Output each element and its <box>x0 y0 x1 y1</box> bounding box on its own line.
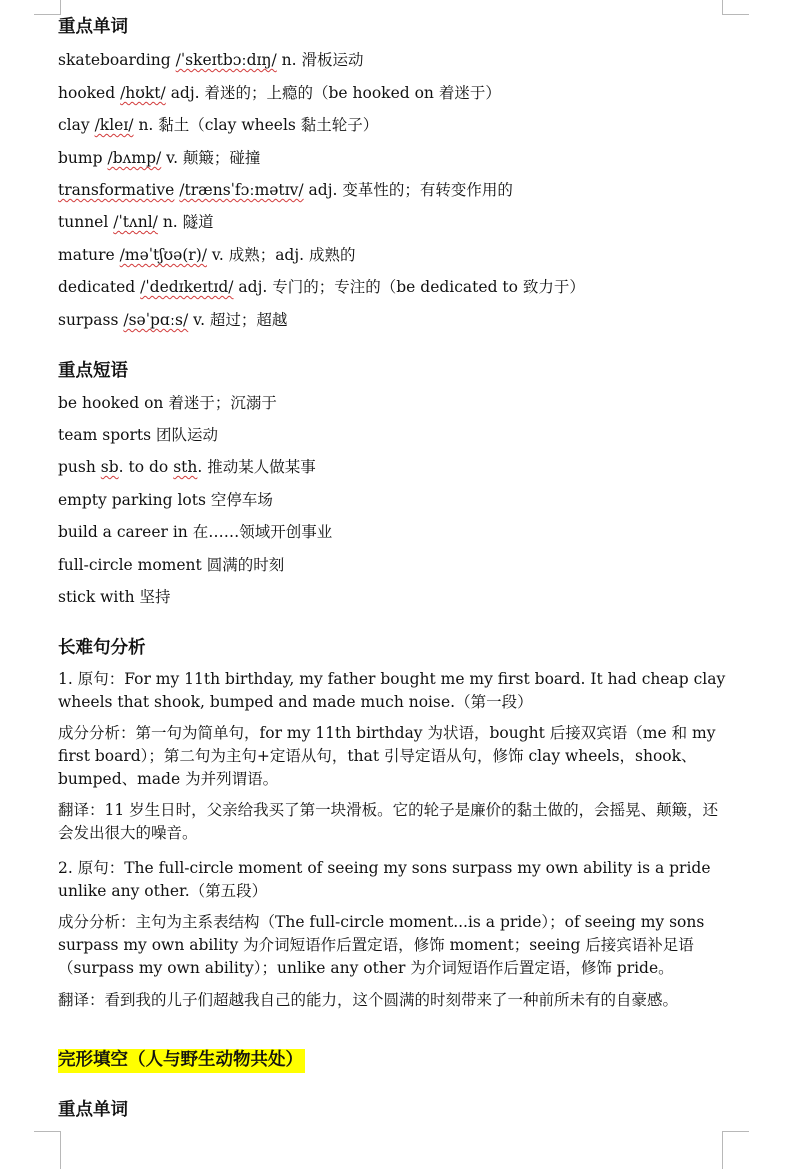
phrase-item: stick with 坚持 <box>58 588 171 606</box>
vocab-definition: v. 成熟；adj. 成熟的 <box>211 246 356 264</box>
page-corner-mark <box>722 0 749 15</box>
sentence-1-translation: 翻译：11 岁生日时，父亲给我买了第一块滑板。它的轮子是廉价的黏土做的，会摇晃、颠簸，还会发出很大的噪音。 <box>58 801 719 842</box>
vocab-item <box>58 275 585 297</box>
vocab-item <box>58 178 513 200</box>
vocab-phonetic: /ˈtʌnl/ <box>113 213 158 231</box>
vocab-phonetic: /trænsˈfɔːmətɪv/ <box>179 181 304 199</box>
vocab-word: bump <box>58 149 103 167</box>
vocab-definition: adj. 着迷的；上瘾的（be hooked on 着迷于） <box>170 84 501 102</box>
phrase-item: push sb. to do sth. 推动某人做某事 <box>58 458 316 476</box>
section-heading-key-phrases: 重点短语 <box>58 361 128 381</box>
sentence-1-analysis: 成分分析：第一句为简单句，for my 11th birthday 为状语，bought 后接双宾语（me 和 my first board）；第二句为主句+定语从句，that 引导定语从句，修饰 clay wheels，shook、bumped、made 为并列谓语。 <box>58 724 716 788</box>
page-corner-mark <box>34 0 61 15</box>
vocab-phonetic: /məˈtʃʊə(r)/ <box>119 246 207 264</box>
vocab-item <box>58 146 260 168</box>
sentence-1-original: 1. 原句：For my 11th birthday, my father bought me my first board. It had cheap clay wheels that shook, bumped and made much noise.（第一段） <box>58 670 726 711</box>
vocab-word: tunnel <box>58 213 109 231</box>
vocab-item <box>58 210 214 232</box>
page-corner-mark <box>722 1131 749 1169</box>
vocab-definition: adj. 变革性的；有转变作用的 <box>308 181 513 199</box>
section-heading-key-words-2: 重点单词 <box>58 1100 128 1120</box>
vocab-phonetic: /ˈdedɪkeɪtɪd/ <box>140 278 234 296</box>
vocab-phonetic: /hʊkt/ <box>120 84 166 102</box>
phrase-item: be hooked on 着迷于；沉溺于 <box>58 394 277 412</box>
vocab-item <box>58 113 378 135</box>
phrase-item: build a career in 在……领域开创事业 <box>58 523 333 541</box>
vocab-word: skateboarding <box>58 51 171 69</box>
vocab-item <box>58 243 356 265</box>
vocab-definition: n. 隧道 <box>162 213 214 231</box>
section-heading-long-sentences: 长难句分析 <box>58 638 146 658</box>
vocab-definition: n. 黏土（clay wheels 黏土轮子） <box>138 116 379 134</box>
sentence-2-analysis: 成分分析：主句为主系表结构（The full-circle moment...is a pride）；of seeing my sons surpass my own ability 为介词短语作后置定语，修饰 moment；seeing 后接宾语补足语（surpass my own ability）；unlike any other 为介词短语作后置定语，修饰 pride。 <box>58 913 705 977</box>
vocab-item <box>58 308 287 330</box>
vocab-item <box>58 48 364 70</box>
vocab-phonetic: /ˈskeɪtbɔːdɪŋ/ <box>175 51 277 69</box>
sentence-2-translation: 翻译：看到我的儿子们超越我自己的能力，这个圆满的时刻带来了一种前所未有的自豪感。 <box>58 991 679 1009</box>
vocab-word: dedicated <box>58 278 136 296</box>
page-corner-mark <box>34 1131 61 1169</box>
vocab-definition: adj. 专门的；专注的（be dedicated to 致力于） <box>238 278 585 296</box>
highlighted-title: 完形填空（人与野生动物共处） <box>58 1049 305 1073</box>
section-heading-key-words: 重点单词 <box>58 17 128 37</box>
vocab-word: transformative <box>58 181 175 199</box>
sentence-2-original: 2. 原句：The full-circle moment of seeing my sons surpass my own ability is a pride unlike any other.（第五段） <box>58 859 711 900</box>
vocab-word: hooked <box>58 84 116 102</box>
vocab-definition: n. 滑板运动 <box>281 51 364 69</box>
vocab-phonetic: /səˈpɑːs/ <box>123 311 189 329</box>
vocab-word: clay <box>58 116 90 134</box>
section-heading-cloze <box>58 1046 305 1071</box>
vocab-word: surpass <box>58 311 119 329</box>
phrase-item: empty parking lots 空停车场 <box>58 491 273 509</box>
vocab-definition: v. 颠簸；碰撞 <box>166 149 261 167</box>
vocab-word: mature <box>58 246 115 264</box>
phrase-item: team sports 团队运动 <box>58 426 219 444</box>
vocab-phonetic: /bʌmp/ <box>107 149 162 167</box>
vocab-item <box>58 81 501 103</box>
vocab-definition: v. 超过；超越 <box>193 311 288 329</box>
phrase-item: full-circle moment 圆满的时刻 <box>58 556 285 574</box>
vocab-phonetic: /kleɪ/ <box>94 116 134 134</box>
